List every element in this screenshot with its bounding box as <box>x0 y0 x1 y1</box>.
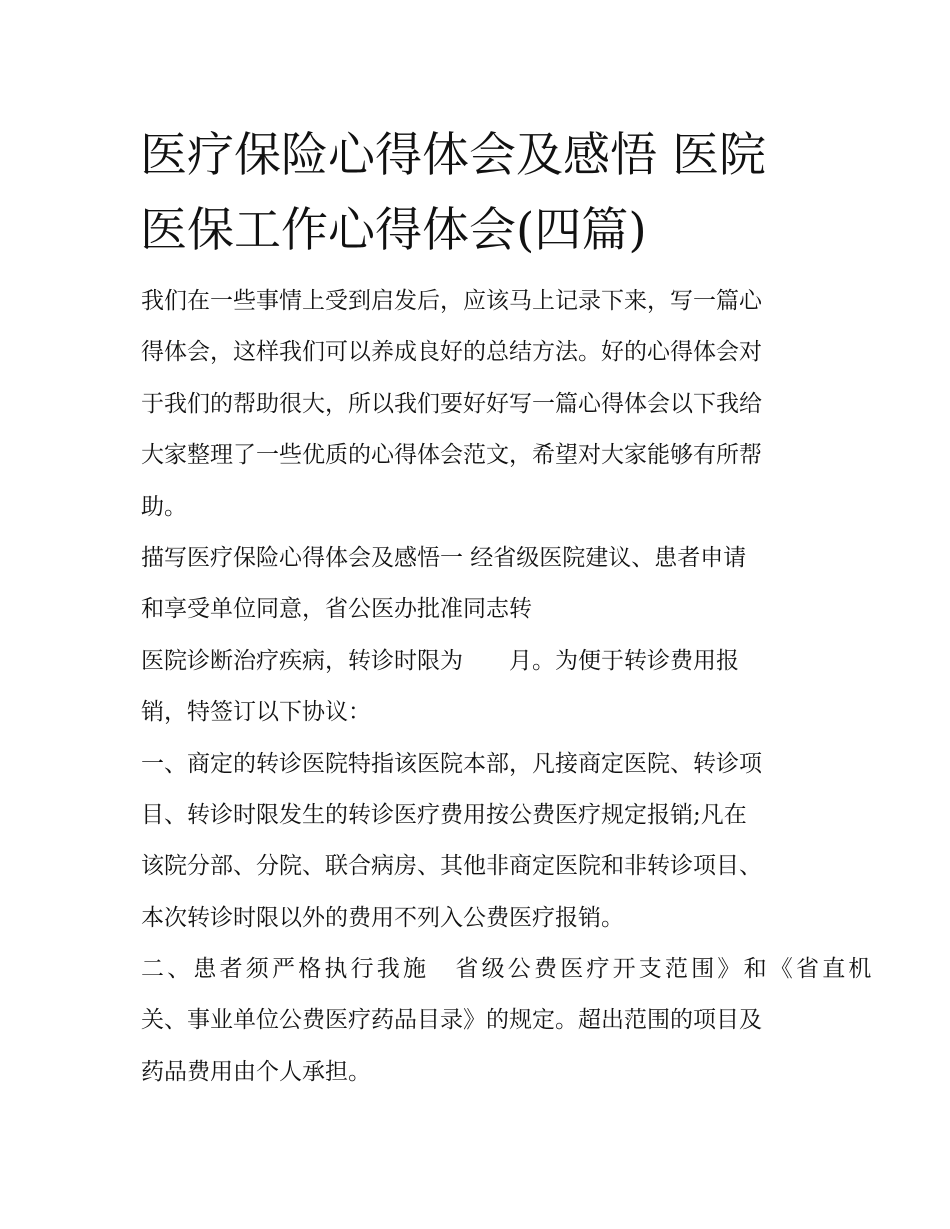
body-line: 大家整理了一些优质的心得体会范文，希望对大家能够有所帮 <box>141 442 762 469</box>
body-line: 一、商定的转诊医院特指该医院本部，凡接商定医院、转诊项 <box>141 750 762 777</box>
body-line: 和享受单位同意，省公医办批准同志转 <box>141 596 532 623</box>
body-line: 于我们的帮助很大，所以我们要好好写一篇心得体会以下我给 <box>141 390 762 417</box>
body-line: 关、事业单位公费医疗药品目录》的规定。超出范围的项目及 <box>141 1007 762 1034</box>
body-line: 助。 <box>141 493 187 520</box>
body-line: 本次转诊时限以外的费用不列入公费医疗报销。 <box>141 904 624 931</box>
body-line: 销，特签订以下协议： <box>141 699 371 726</box>
body-line: 医院诊断治疗疾病，转诊时限为 月。为便于转诊费用报 <box>141 647 739 674</box>
document-body <box>141 280 875 1102</box>
title-line: 医保工作心得体会(四篇) <box>140 203 647 258</box>
body-line: 药品费用由个人承担。 <box>141 1058 371 1085</box>
document-title <box>140 118 840 268</box>
body-line: 描写医疗保险心得体会及感悟一 经省级医院建议、患者申请 <box>141 544 747 571</box>
body-line: 得体会，这样我们可以养成良好的总结方法。好的心得体会对 <box>141 339 762 366</box>
body-line: 该院分部、分院、联合病房、其他非商定医院和非转诊项目、 <box>141 853 762 880</box>
body-line: 目、转诊时限发生的转诊医疗费用按公费医疗规定报销;凡在 <box>141 801 747 828</box>
title-line: 医疗保险心得体会及感悟 医院 <box>140 128 766 183</box>
body-line: 二、患者须严格执行我施 省级公费医疗开支范围》和《省直机 <box>141 956 875 983</box>
body-line: 我们在一些事情上受到启发后，应该马上记录下来，写一篇心 <box>141 288 762 314</box>
